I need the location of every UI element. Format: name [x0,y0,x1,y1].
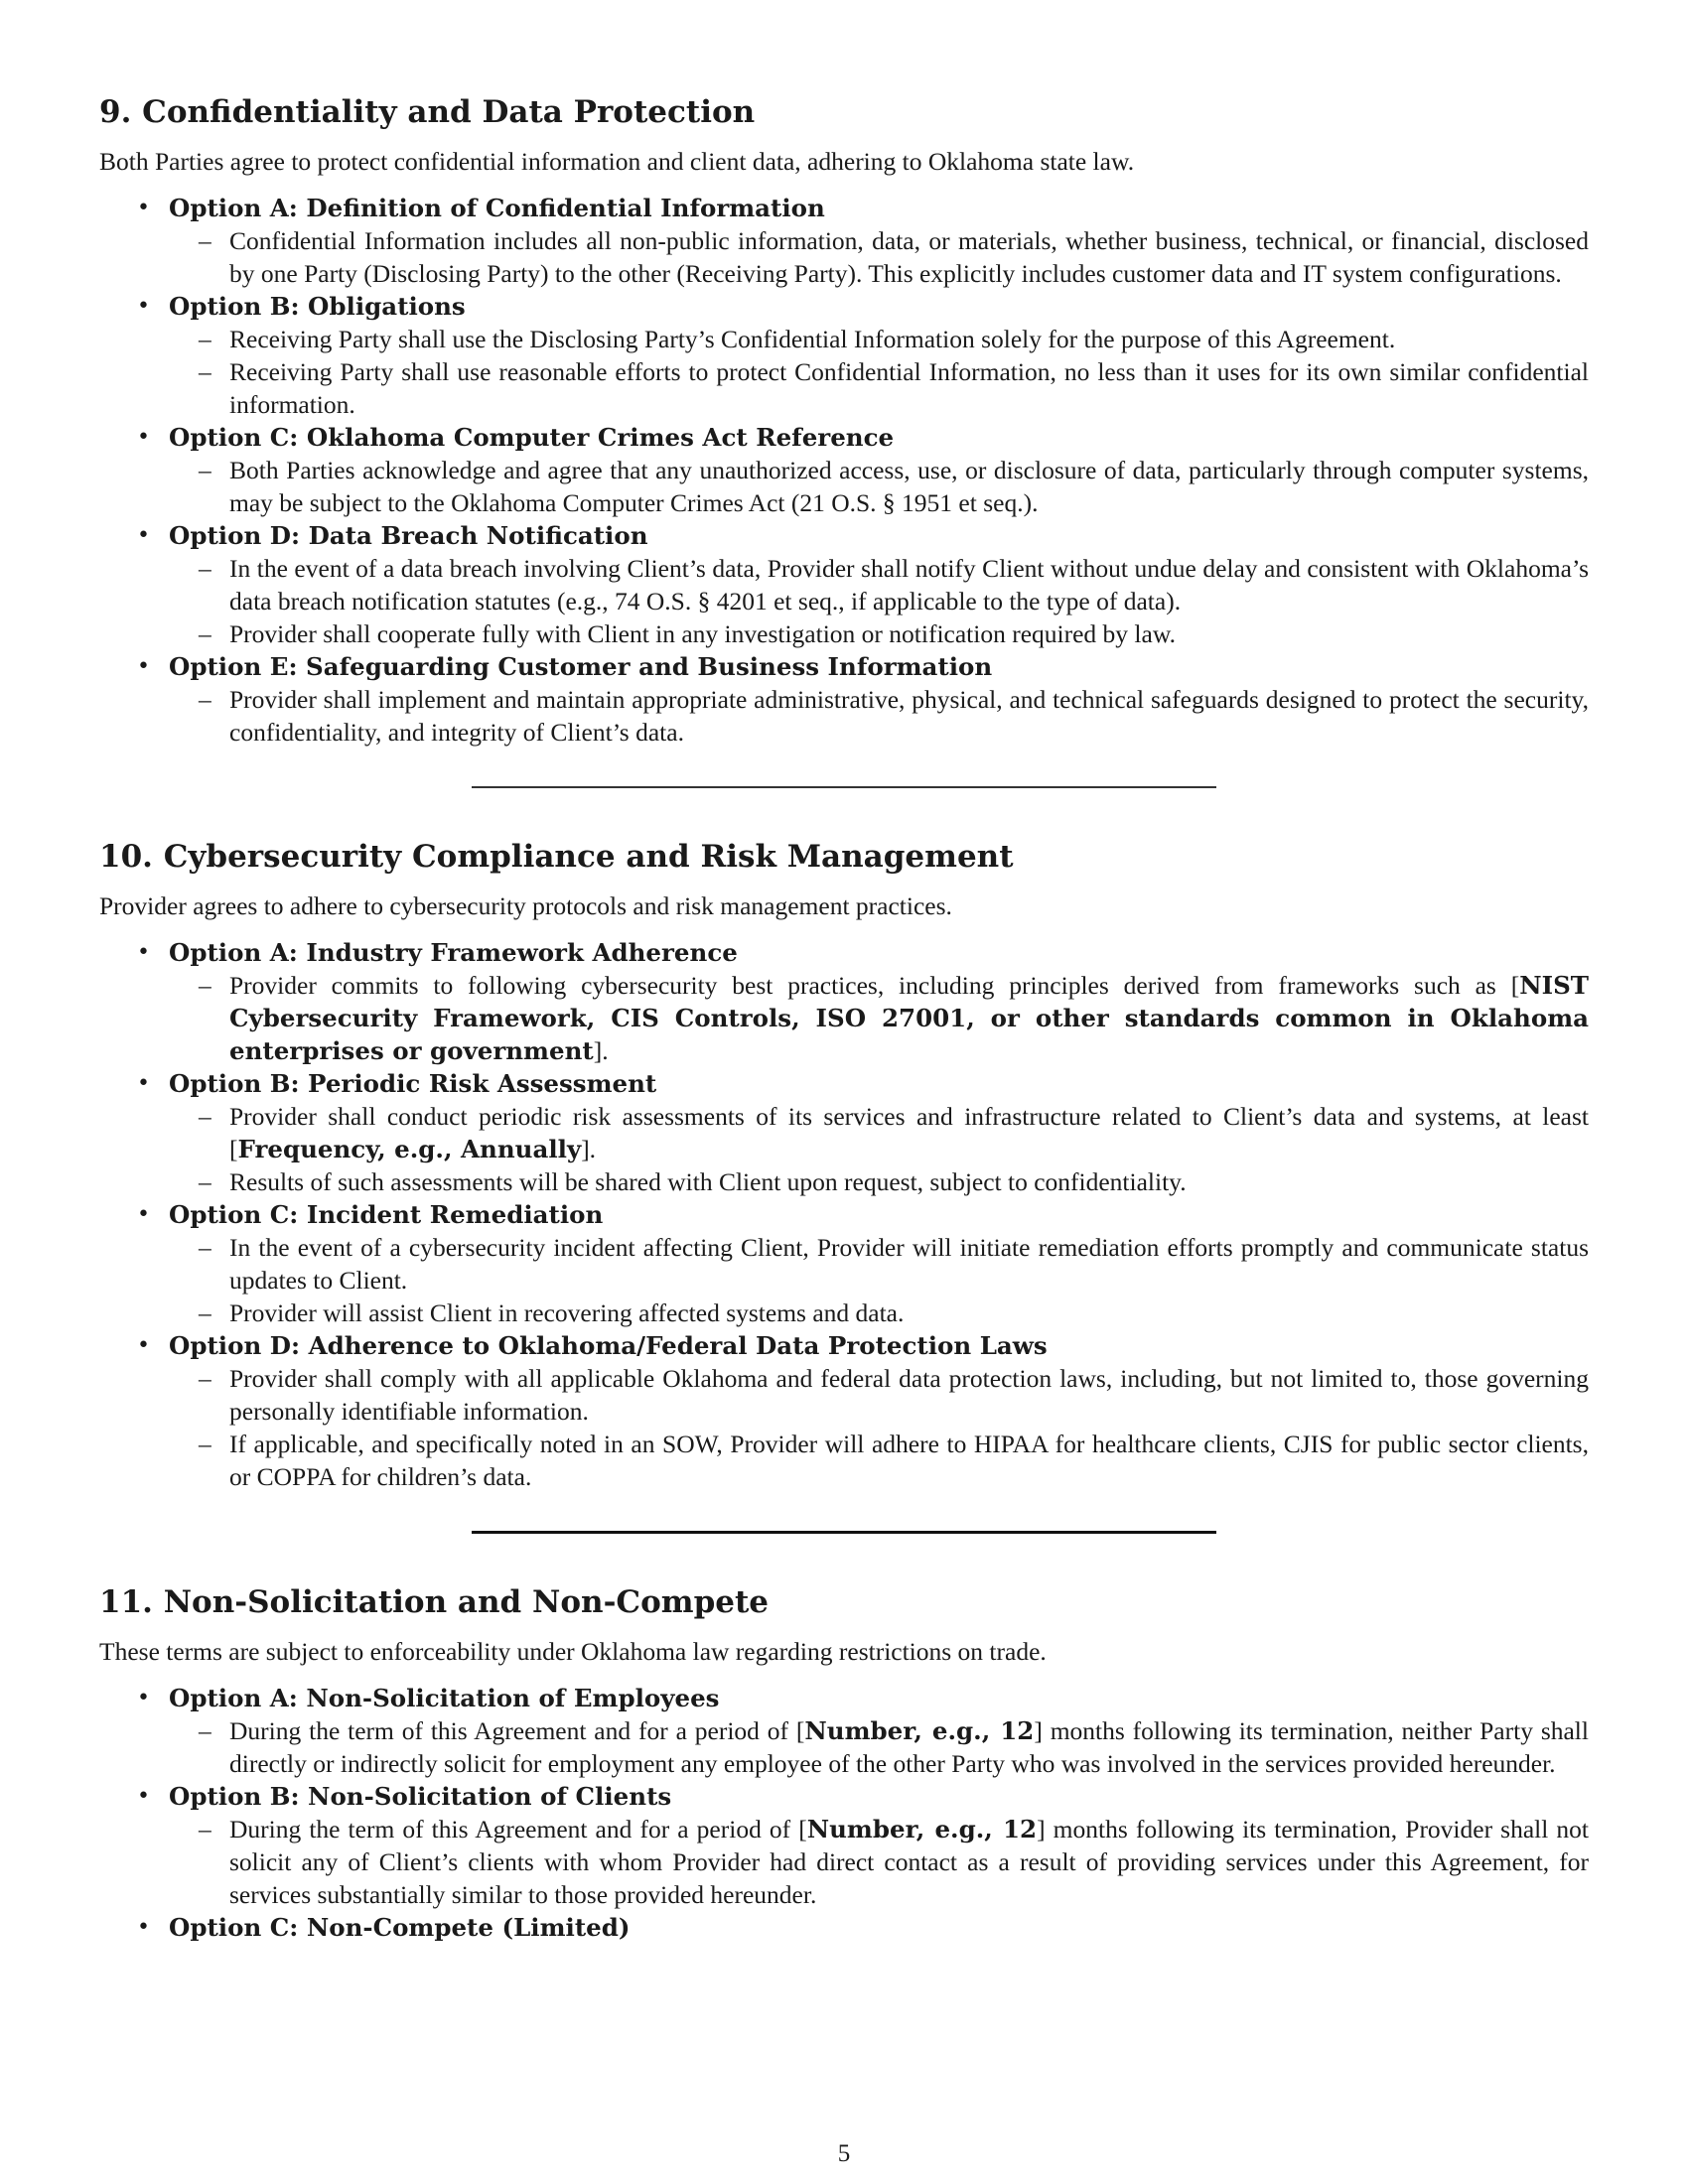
sub-item-list [169,1100,1589,1198]
option-item [99,1682,1589,1780]
dash-icon: – [199,619,211,648]
sub-item-text: Provider will assist Client in recovering affected systems and data. [229,1298,905,1327]
dash-icon: – [199,1815,211,1843]
sub-item [169,1100,1589,1165]
option-item [99,650,1589,749]
sub-item-text: In the event of a cybersecurity incident affecting Client, Provider will initiate remediation efforts promptly and communicate status updates to Client. [229,1233,1589,1295]
dash-icon: – [199,1430,211,1458]
sub-item-list [169,969,1589,1067]
option-list [99,936,1589,1493]
sub-item [169,1813,1589,1911]
bullet-icon: • [137,1784,150,1809]
sub-item-text: Receiving Party shall use reasonable efforts to protect Confidential Information, no less than it uses for its own similar confidential information. [229,357,1589,419]
option-title: Option B: Obligations [169,292,466,321]
dash-icon: – [199,1716,211,1745]
bullet-icon: • [137,1202,150,1227]
bullet-icon: • [137,654,150,679]
sub-item-text: Receiving Party shall use the Disclosing Party’s Confidential Information solely for the purpose of this Agreement. [229,325,1396,353]
option-item [99,1067,1589,1198]
sub-item [169,552,1589,617]
section-heading: 9. Confidentiality and Data Protection [99,94,756,130]
option-list [99,192,1589,749]
sub-item-text: If applicable, and specifically noted in an SOW, Provider will adhere to HIPAA for healthcare clients, CJIS for public sector clients, or COPPA for children’s data. [229,1430,1589,1491]
option-item [99,1329,1589,1493]
option-title: Option A: Industry Framework Adherence [169,938,738,967]
section-9 [99,91,1589,749]
option-title: Option A: Definition of Confidential Information [169,194,825,222]
option-item [99,192,1589,290]
dash-icon: – [199,325,211,353]
option-title: Option D: Adherence to Oklahoma/Federal Data Protection Laws [169,1331,1048,1360]
dash-icon: – [199,1233,211,1262]
dash-icon: – [199,685,211,714]
sub-item [169,1231,1589,1297]
dash-icon: – [199,971,211,1000]
sub-item-text: During the term of this Agreement and for a period of [ [229,1716,805,1745]
sub-item [169,617,1589,650]
sub-item-text: Both Parties acknowledge and agree that any unauthorized access, use, or disclosure of data, particularly through computer systems, may be subject to the Oklahoma Computer Crimes Act (21 O.S. § 1951 et seq.). [229,456,1589,517]
sub-item-list [169,454,1589,519]
placeholder-text: Number, e.g., 12 [804,1716,1035,1745]
option-title: Option E: Safeguarding Customer and Business Information [169,652,993,681]
section-heading: 10. Cybersecurity Compliance and Risk Management [99,839,1014,875]
bullet-icon: • [137,425,150,450]
sub-item-list [169,552,1589,650]
section-divider [472,1531,1216,1534]
bullet-icon: • [137,523,150,548]
sub-item [169,683,1589,749]
option-item [99,936,1589,1067]
dash-icon: – [199,226,211,255]
page-number: 5 [837,2140,851,2167]
sub-item [169,1428,1589,1493]
dash-icon: – [199,1102,211,1131]
sub-item-text: Provider shall conduct periodic risk assessments of its services and infrastructure related to Client’s data and systems, at least [ [229,1102,1589,1163]
option-item [99,421,1589,519]
bullet-icon: • [137,940,150,965]
option-title: Option D: Data Breach Notification [169,521,648,550]
sub-item-list [169,1714,1589,1780]
section-heading: 11. Non-Solicitation and Non-Compete [99,1584,770,1620]
sub-item-text: ] months following its termination, neither Party shall directly or indirectly solicit for employment any employee of the other Party who was involved in the services provided hereunder. [229,1716,1589,1778]
dash-icon: – [199,1364,211,1393]
option-item [99,1780,1589,1911]
option-title: Option C: Non-Compete (Limited) [169,1913,631,1942]
sub-item-text: In the event of a data breach involving Client’s data, Provider shall notify Client without undue delay and consistent with Oklahoma’s data breach notification statutes (e.g., 74 O.S. § 4201 et seq., if applicable to the type of data). [229,554,1589,615]
section-intro: Provider agrees to adhere to cybersecurity protocols and risk management practices. [99,891,952,920]
sub-item-text: Provider commits to following cybersecurity best practices, including principles derived from frameworks such as [ [229,971,1520,1000]
dash-icon: – [199,456,211,484]
sub-item-list [169,1362,1589,1493]
placeholder-text: Frequency, e.g., Annually [237,1135,582,1163]
sub-item [169,355,1589,421]
sub-item-list [169,224,1589,290]
sub-item-list [169,323,1589,421]
sub-item-text: Provider shall cooperate fully with Client in any investigation or notification required by law. [229,619,1176,648]
sub-item-text: Provider shall implement and maintain appropriate administrative, physical, and technical safeguards designed to protect the security, confidentiality, and integrity of Client’s data. [229,685,1589,747]
bullet-icon: • [137,1915,150,1940]
option-item [99,1198,1589,1329]
sub-item-text: Confidential Information includes all non-public information, data, or materials, whether business, technical, or financial, disclosed by one Party (Disclosing Party) to the other (Receiving Party). This explicitly includes customer data and IT system configurations. [229,226,1589,288]
bullet-icon: • [137,294,150,319]
sub-item-list [169,1231,1589,1329]
option-title: Option A: Non-Solicitation of Employees [169,1684,720,1712]
sub-item [169,1297,1589,1329]
placeholder-text: Number, e.g., 12 [806,1815,1038,1843]
option-list [99,1682,1589,1944]
option-item [99,1911,1589,1944]
sub-item [169,1165,1589,1198]
bullet-icon: • [137,1333,150,1358]
dash-icon: – [199,1298,211,1327]
option-title: Option B: Non-Solicitation of Clients [169,1782,672,1811]
bullet-icon: • [137,1071,150,1096]
dash-icon: – [199,1167,211,1196]
bullet-icon: • [137,1686,150,1710]
dash-icon: – [199,357,211,386]
sub-item [169,323,1589,355]
section-divider [472,786,1216,788]
sub-item-text: ]. [581,1135,597,1163]
section-11 [99,1581,1589,1944]
section-intro: These terms are subject to enforceability under Oklahoma law regarding restrictions on trade. [99,1637,1047,1666]
option-title: Option C: Incident Remediation [169,1200,604,1229]
sub-item [169,1362,1589,1428]
option-title: Option C: Oklahoma Computer Crimes Act Reference [169,423,895,452]
sub-item [169,224,1589,290]
section-10 [99,836,1589,1493]
bullet-icon: • [137,196,150,220]
sub-item-list [169,683,1589,749]
sub-item-text: Results of such assessments will be shared with Client upon request, subject to confidentiality. [229,1167,1187,1196]
sub-item-list [169,1813,1589,1911]
sub-item-text: ]. [593,1036,609,1065]
sub-item-text: Provider shall comply with all applicable Oklahoma and federal data protection laws, including, but not limited to, those governing personally identifiable information. [229,1364,1589,1426]
option-title: Option B: Periodic Risk Assessment [169,1069,657,1098]
sub-item [169,969,1589,1067]
sub-item [169,1714,1589,1780]
sub-item-text: ] months following its termination, Provider shall not solicit any of Client’s clients with whom Provider had direct contact as a result of providing services under this Agreement, for services substantially similar to those provided hereunder. [229,1815,1589,1909]
dash-icon: – [199,554,211,583]
section-intro: Both Parties agree to protect confidential information and client data, adhering to Oklahoma state law. [99,147,1135,176]
document-body [99,91,1589,1944]
placeholder-text: NIST Cybersecurity Framework, CIS Controls, ISO 27001, or other standards common in Oklahoma enterprises or government [229,971,1589,1065]
option-item [99,290,1589,421]
option-item [99,519,1589,650]
sub-item [169,454,1589,519]
sub-item-text: During the term of this Agreement and for a period of [ [229,1815,807,1843]
